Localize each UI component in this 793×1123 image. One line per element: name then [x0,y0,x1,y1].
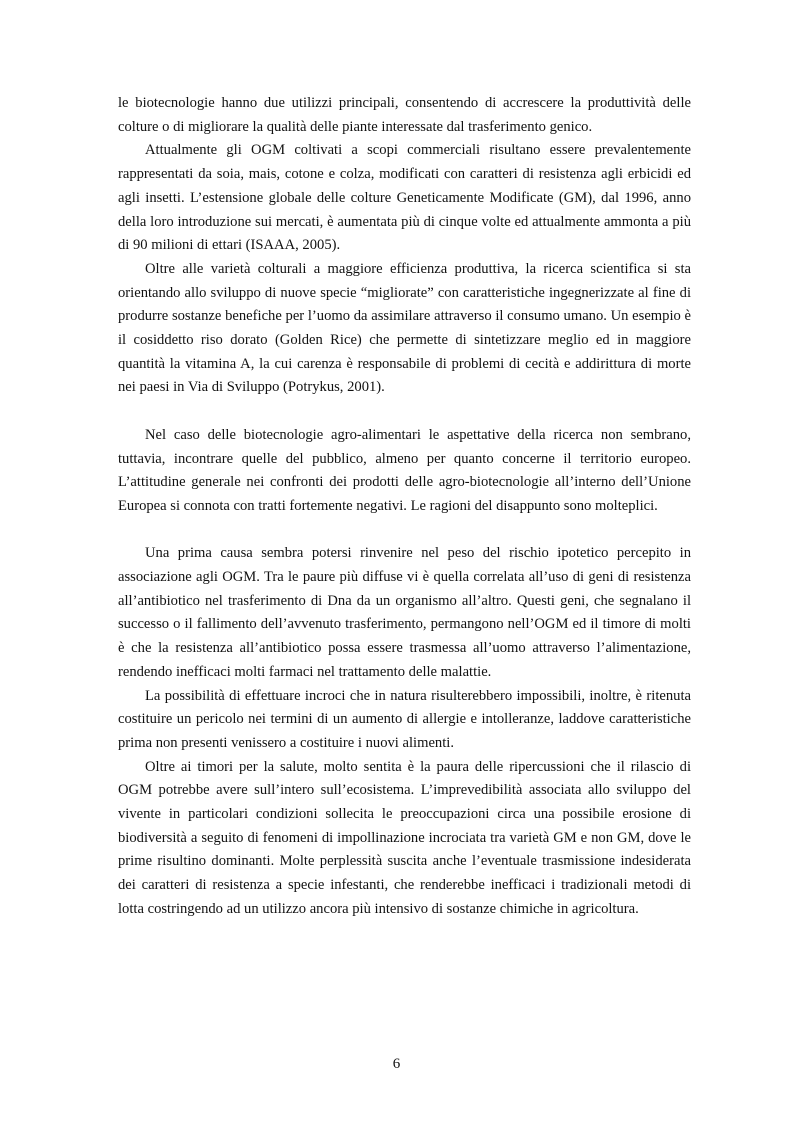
paragraph-gap [118,519,691,543]
paragraph-gap [118,400,691,424]
page-body [118,92,691,922]
page-number: 6 [392,1056,401,1072]
paragraph-public-attitude: Nel caso delle biotecnologie agro-alimentari le aspettative della ricerca non sembrano, tuttavia, incontrare quelle del pubblico, almeno per quanto concerne il territorio europeo. L’attitudine generale nei confronti dei prodotti delle agro-biotecnologie all’interno dell’Unione Europea si connota con tratti fortemente negativi. Le ragioni del disappunto sono molteplici. [118,426,691,514]
paragraph-allergy-risk: La possibilità di effettuare incroci che in natura risulterebbero impossibili, inoltre, è ritenuta costituire un pericolo nei termini di un aumento di allergie e intolleranze, laddove caratteristiche prima non presenti venissero a costituire i nuovi alimenti. [118,687,691,751]
paragraph-ecosystem-risk: Oltre ai timori per la salute, molto sentita è la paura delle ripercussioni che il rilascio di OGM potrebbe avere sull’intero sull’ecosistema. L’imprevedibilità associata allo sviluppo del vivente in particolari condizioni sollecita le preoccupazioni circa una possibile erosione di biodiversità a seguito di fenomeni di impollinazione incrociata tra varietà GM e non GM, dove le prime risultino dominanti. Molte perplessità suscita anche l’eventuale trasmissione indesiderata dei caratteri di resistenza a specie infestanti, che renderebbe inefficaci i tradizionali metodi di lotta costringendo ad un utilizzo ancora più intensivo di sostanze chimiche in agricoltura. [118,758,691,917]
paragraph-antibiotic-risk: Una prima causa sembra potersi rinvenire nel peso del rischio ipotetico percepito in associazione agli OGM. Tra le paure più diffuse vi è quella correlata all’uso di geni di resistenza all’antibiotico nel trasferimento di Dna da un organismo all’altro. Questi geni, che segnalano il successo o il fallimento dell’avvenuto trasferimento, permangono nell’OGM ed il timore di molti è che la resistenza all’antibiotico possa essere trasmessa all’uomo attraverso l’alimentazione, rendendo inefficaci molti farmaci nel trattamento delle malattie. [118,545,691,680]
paragraph-ogm-cultivation: Attualmente gli OGM coltivati a scopi commerciali risultano essere prevalentemente rappresentati da soia, mais, cotone e colza, modificati con caratteri di resistenza agli erbicidi ed agli insetti. L’estensione globale delle colture Geneticamente Modificate (GM), dal 1996, anno della loro introduzione sui mercati, è aumentata più di cinque volte ed attualmente ammonta a più di 90 milioni di ettari (ISAAA, 2005). [118,142,691,254]
paragraph-biotech-uses: le biotecnologie hanno due utilizzi principali, consentendo di accrescere la produttività delle colture o di migliorare la qualità delle piante interessate dal trasferimento genico. [118,95,691,135]
paragraph-golden-rice: Oltre alle varietà colturali a maggiore efficienza produttiva, la ricerca scientifica si sta orientando allo sviluppo di nuove specie “migliorate” con caratteristiche ingegnerizzate al fine di produrre sostanze benefiche per l’uomo da assimilare attraverso il consumo umano. Un esempio è il cosiddetto riso dorato (Golden Rice) che permette di sintetizzare meglio ed in maggiore quantità la vitamina A, la cui carenza è responsabile di problemi di cecità e addirittura di morte nei paesi in Via di Sviluppo (Potrykus, 2001). [118,260,691,396]
